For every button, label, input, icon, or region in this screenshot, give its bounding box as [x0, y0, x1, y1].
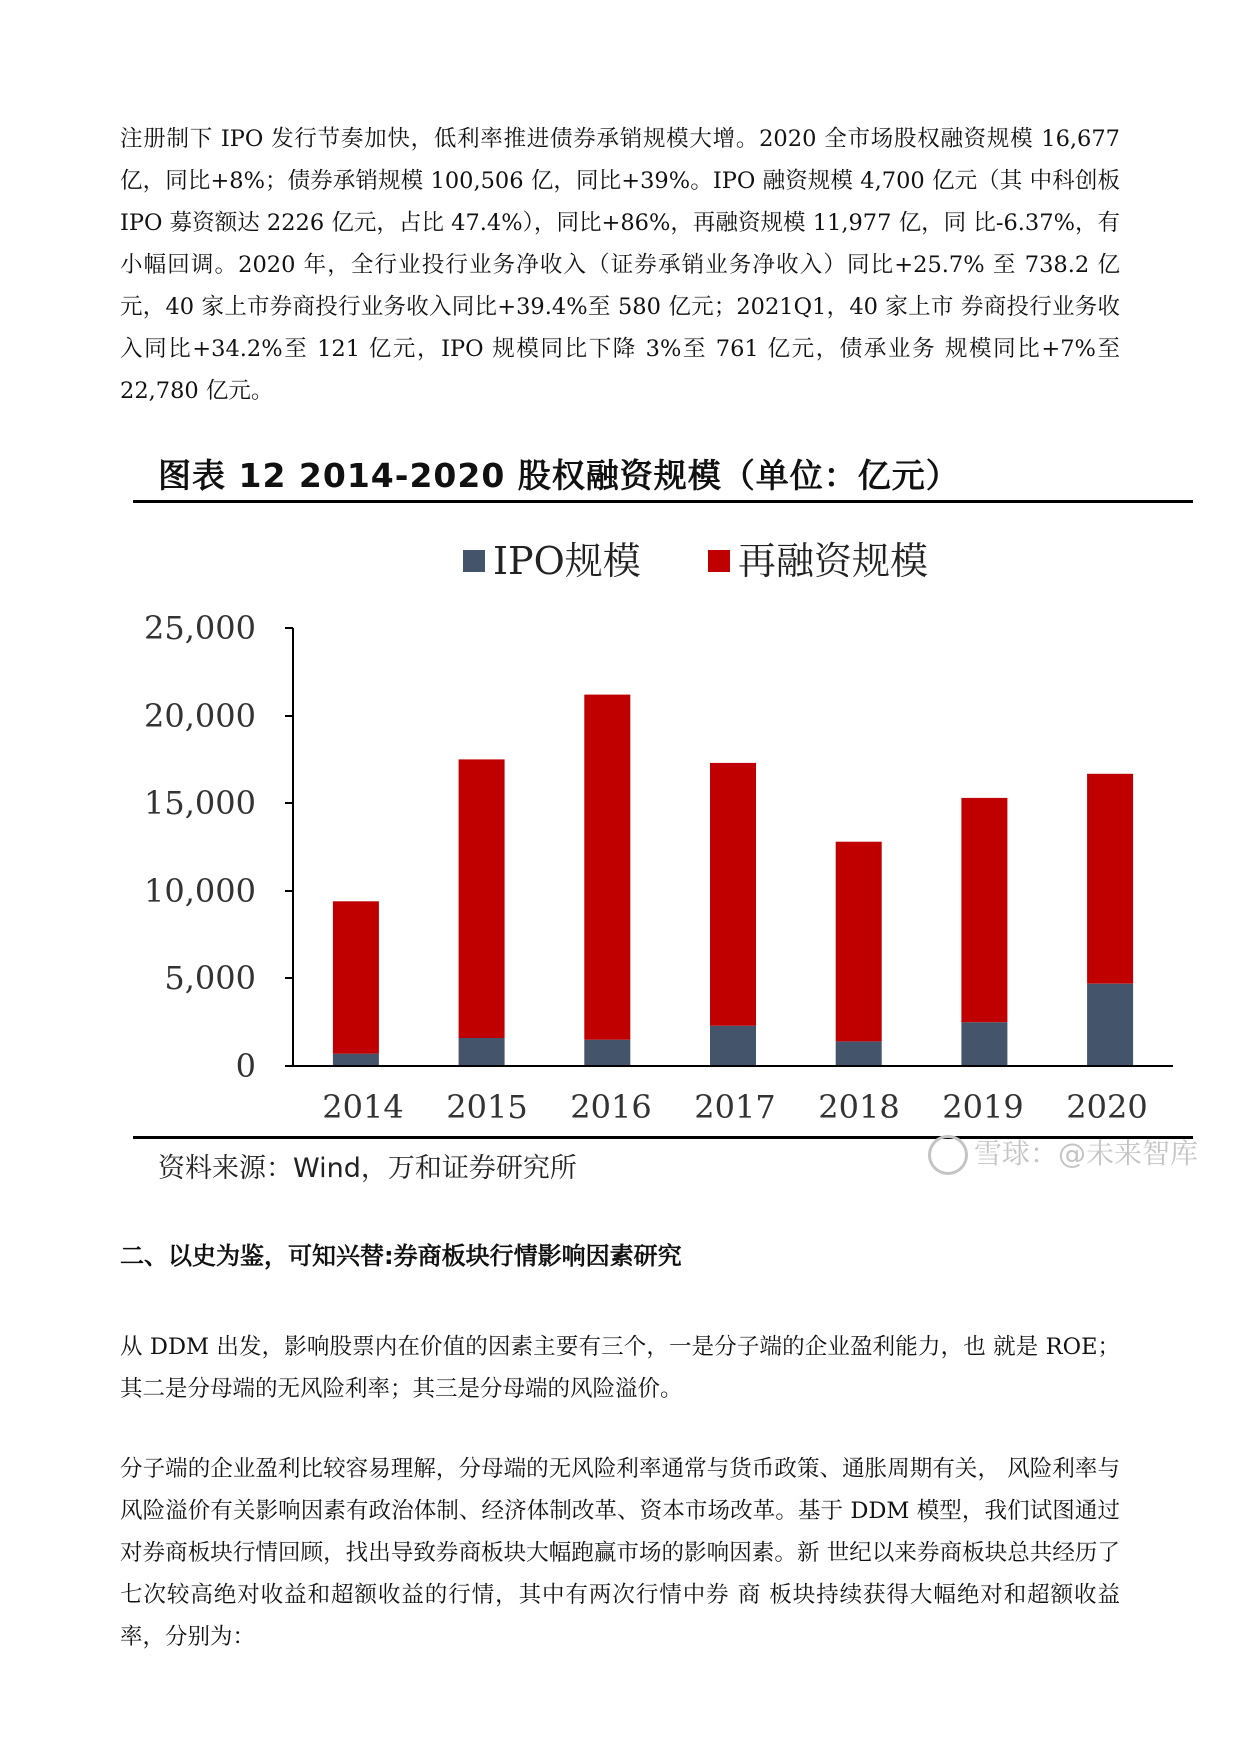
y-tick-label: 15,000	[144, 784, 256, 822]
bar-ipo-2019	[961, 1022, 1007, 1066]
x-tick-label-2019: 2019	[942, 1088, 1024, 1126]
bar-refinance-2016	[584, 695, 630, 1040]
bar-refinance-2019	[961, 798, 1007, 1022]
bar-ipo-2017	[710, 1026, 756, 1066]
intro-paragraph: 注册制下 IPO 发行节奏加快，低利率推进债券承销规模大增。2020 全市场股权融资规模 16,677 亿，同比+8%；债券承销规模 100,506 亿，同比+39%。IPO 融资规模 4,700 亿元（其 中科创板 IPO 募资额达 2226 亿元，占比 47.4%），同比+86%，再融资规模 11,977 亿，同 比-6.37%，有小幅回调。2020 年，全行业投行业务净收入（证券承销业务净收入）同比+25.7% 至 738.2 亿元，40 家上市券商投行业务收入同比+39.4%至 580 亿元；2021Q1，40 家上市 券商投行业务收入同比+34.2%至 121 亿元，IPO 规模同比下降 3%至 761 亿元，债承业务 规模同比+7%至 22,780 亿元。	[120, 126, 1120, 404]
legend-label-ipo: IPO规模	[493, 539, 641, 583]
bars	[333, 695, 1133, 1066]
section-heading: 二、以史为鉴，可知兴替:券商板块行情影响因素研究	[120, 1242, 682, 1270]
y-axis	[144, 609, 293, 1085]
figure-top-rule	[133, 500, 1193, 503]
watermark-text: 雪球：@未来智库	[974, 1137, 1199, 1170]
figure-source: 资料来源：Wind，万和证券研究所	[158, 1153, 577, 1184]
bar-ipo-2016	[584, 1040, 630, 1066]
chart-legend	[463, 539, 928, 583]
legend-swatch-ipo	[463, 550, 485, 572]
snowball-logo-icon	[928, 1135, 968, 1175]
bar-refinance-2015	[459, 759, 505, 1038]
bar-ipo-2018	[836, 1042, 882, 1067]
figure-title: 图表 12 2014-2020 股权融资规模（单位：亿元）	[158, 456, 960, 495]
equity-financing-chart	[133, 520, 1193, 1130]
x-tick-label-2020: 2020	[1066, 1088, 1148, 1126]
y-tick-label: 20,000	[144, 697, 256, 735]
x-tick-label-2016: 2016	[570, 1088, 652, 1126]
x-axis-labels	[322, 1088, 1147, 1126]
watermark	[928, 1132, 1198, 1175]
bar-ipo-2014	[333, 1054, 379, 1066]
bar-refinance-2017	[710, 763, 756, 1026]
y-tick-label: 0	[235, 1047, 256, 1085]
x-tick-label-2018: 2018	[818, 1088, 900, 1126]
bar-ipo-2020	[1087, 984, 1133, 1066]
y-tick-label: 5,000	[164, 959, 256, 997]
bar-ipo-2015	[459, 1038, 505, 1066]
x-tick-label-2015: 2015	[446, 1088, 528, 1126]
y-tick-label: 25,000	[144, 609, 256, 647]
ddm-paragraph: 从 DDM 出发，影响股票内在价值的因素主要有三个，一是分子端的企业盈利能力，也 就是 ROE；其二是分母端的无风险利率；其三是分母端的风险溢价。	[120, 1334, 1120, 1402]
bar-refinance-2020	[1087, 774, 1133, 984]
legend-label-refinance: 再融资规模	[738, 539, 929, 583]
x-tick-label-2017: 2017	[694, 1088, 776, 1126]
factors-paragraph: 分子端的企业盈利比较容易理解，分母端的无风险利率通常与货币政策、通胀周期有关， 风险利率与风险溢价有关影响因素有政治体制、经济体制改革、资本市场改革。基于 DDM 模型，我们试图通过对券商板块行情回顾，找出导致券商板块大幅跑赢市场的影响因素。新 世纪以来券商板块总共经历了七次较高绝对收益和超额收益的行情，其中有两次行情中券 商 板块持续获得大幅绝对和超额收益率，分别为：	[120, 1456, 1120, 1650]
y-tick-label: 10,000	[144, 872, 256, 910]
bar-refinance-2014	[333, 901, 379, 1053]
legend-swatch-refinance	[708, 550, 730, 572]
bar-refinance-2018	[836, 842, 882, 1042]
x-tick-label-2014: 2014	[322, 1088, 404, 1126]
